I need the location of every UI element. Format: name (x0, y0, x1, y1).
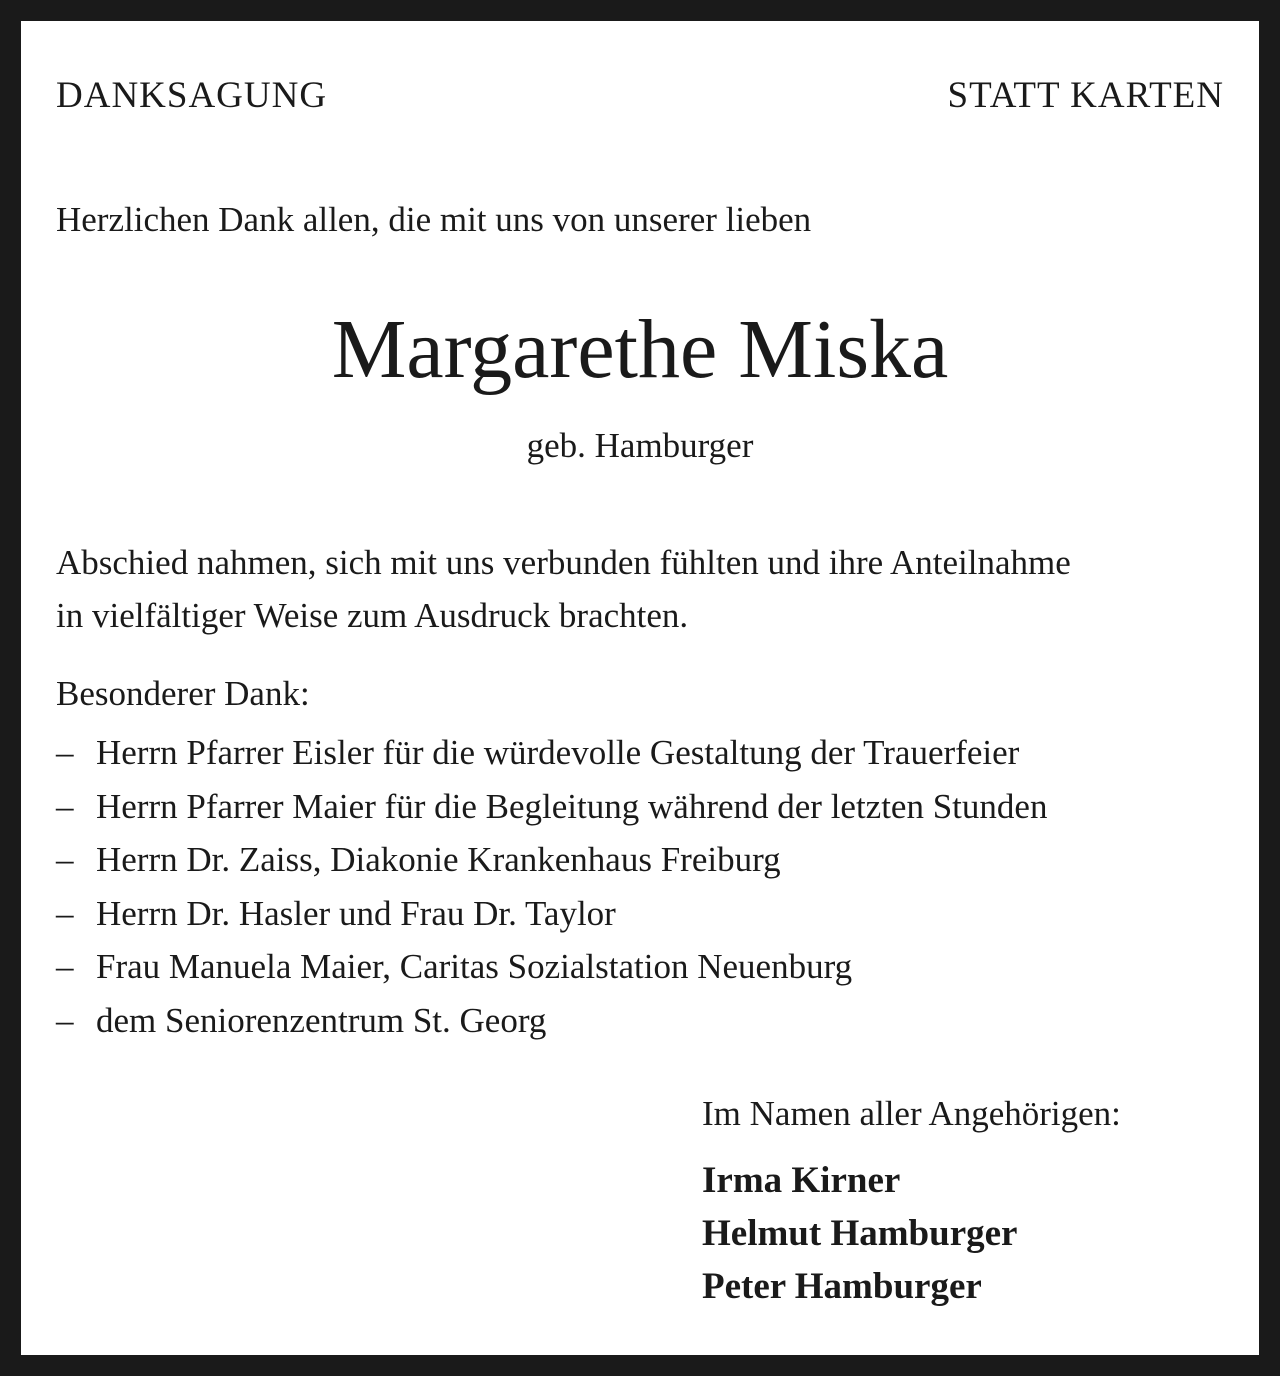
dash-bullet: – (56, 786, 74, 826)
thanks-item-text: Herrn Pfarrer Maier für die Begleitung während der letzten Stunden (96, 786, 1048, 826)
dash-bullet: – (56, 1000, 74, 1040)
thanks-item (56, 833, 1047, 887)
thanks-item (56, 780, 1047, 834)
dash-bullet: – (56, 840, 74, 879)
dash-bullet: – (56, 733, 74, 772)
header-danksagung: DANKSAGUNG (56, 75, 328, 116)
thanks-item-text: Herrn Dr. Zaiss, Diakonie Krankenhaus Freiburg (96, 840, 781, 879)
thanks-item (56, 887, 1047, 941)
thanks-item (56, 940, 1047, 994)
intro-text: Herzlichen Dank allen, die mit uns von unserer lieben (56, 200, 812, 239)
thanks-item-text: Frau Manuela Maier, Caritas Sozialstation Neuenburg (96, 947, 853, 986)
signoff-intro: Im Namen aller Angehörigen: (702, 1094, 1121, 1133)
thanks-item-text: Herrn Dr. Hasler und Frau Dr. Taylor (96, 893, 616, 933)
signer-name: Irma Kirner (702, 1160, 901, 1201)
deceased-name: Margarethe Miska (331, 303, 949, 396)
signers-list (702, 1154, 1017, 1313)
thanks-item-text: Herrn Pfarrer Eisler für die würdevolle Gestaltung der Trauerfeier (96, 733, 1020, 772)
signer-name: Helmut Hamburger (702, 1213, 1018, 1254)
farewell-line-1: Abschied nahmen, sich mit uns verbunden fühlten und ihre Anteilnahme (56, 543, 1071, 582)
thanks-item-text: dem Seniorenzentrum St. Georg (96, 1000, 547, 1040)
thanks-item (56, 994, 1047, 1048)
special-thanks-heading: Besonderer Dank: (56, 674, 310, 713)
dash-bullet: – (56, 947, 74, 986)
signer-name: Peter Hamburger (702, 1266, 982, 1307)
maiden-name: geb. Hamburger (526, 426, 754, 465)
header-statt-karten: STATT KARTEN (947, 75, 1224, 116)
farewell-text (56, 536, 1224, 642)
dash-bullet: – (56, 893, 74, 933)
special-thanks-list (56, 726, 1047, 1047)
thanks-item (56, 726, 1047, 780)
farewell-line-2: in vielfältiger Weise zum Ausdruck brachten. (56, 596, 689, 635)
